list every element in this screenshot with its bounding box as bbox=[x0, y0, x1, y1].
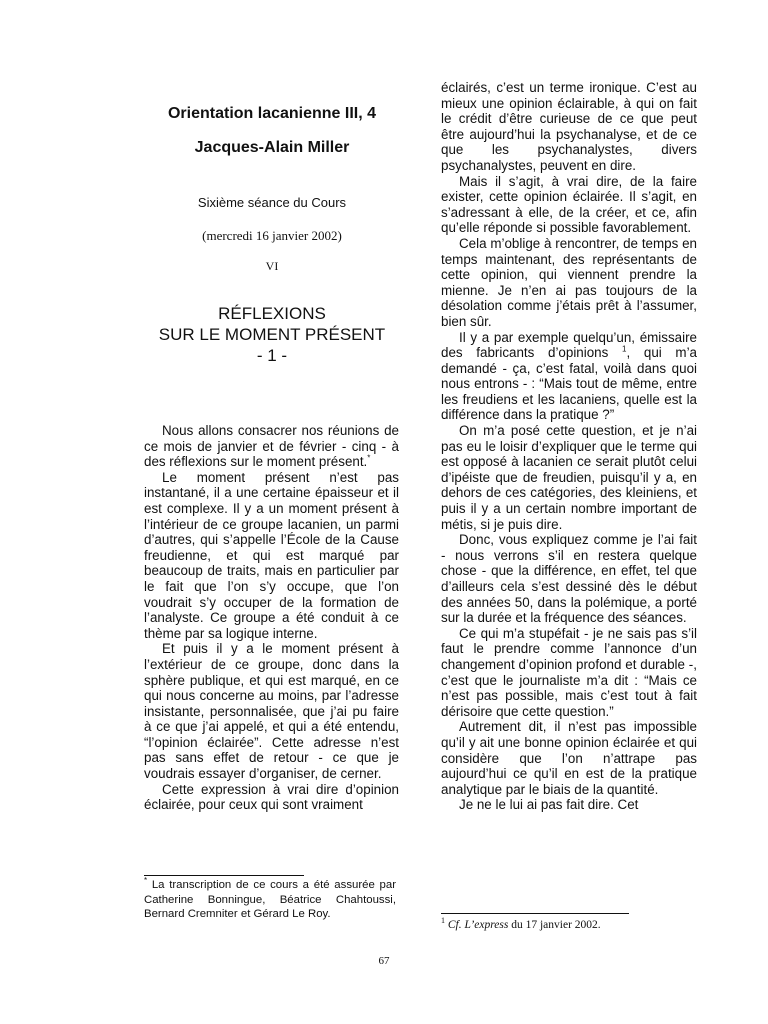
paragraph: Ce qui m’a stupéfait - je ne sais pas s’il faut le prendre comme l’annonce d’un changement d’opinion profond et durable -, c’est que le journaliste m’a dit : “Mais ce n’est pas possible, mais c’est tout à fait dérisoire que cette question.” bbox=[441, 625, 697, 719]
course-title: Orientation lacanienne III, 4 bbox=[167, 105, 377, 122]
left-column-body bbox=[144, 423, 399, 813]
footnote-right: $^1$ Cf. L’express du 17 janvier 2002. bbox=[441, 916, 601, 931]
heading-line-3: - 1 - bbox=[256, 346, 288, 365]
session-date: (mercredi 16 janvier 2002) bbox=[202, 228, 342, 243]
paragraph: Le moment présent n’est pas instantané, il a une certaine épaisseur et il est complexe. Il y a un moment présent à l’intérieur de ce groupe lacanien, un parmi d’autres, qui s’appelle l’École de la Cause freudienne, et qui est marqué par beaucoup de traits, mais en particulier par le fait que l’on s’y occupe, que l’on voudrait s’y occuper de la formation de l’analyste. Ce groupe a été conduit à ce thème par sa logique interne. bbox=[144, 469, 399, 641]
footnote-divider bbox=[144, 875, 304, 876]
footnote-marker: 1 bbox=[622, 344, 627, 354]
paragraph: On m’a posé cette question, et je n’ai pas eu le loisir d’expliquer que le terme qui est opposé à lacanien ce serait plutôt celui d’ipéiste que de freudien, puisqu’il y a, en dehors de ces catégories, des kleiniens, et puis il y a un certain nombre important de métis, si je puis dire. bbox=[441, 423, 697, 532]
paragraph: éclairés, c’est un terme ironique. C’est au mieux une opinion éclairable, à qui on fait le crédit d’être curieuse de ce que peut être aujourd’hui la psychanalyse, et de ce que les psychanalystes, divers psychanalystes, peuvent en dire. bbox=[441, 80, 697, 173]
paragraph: Nous allons consacrer nos réunions de ce mois de janvier et de février - cinq - à des réflexions sur le moment présent.* bbox=[144, 423, 399, 470]
paragraph: Et puis il y a le moment présent à l’extérieur de ce groupe, donc dans la sphère publique, et qui est marqué, en ce qui nous concerne au moins, par l’adresse insistante, personnalisée, que j’ai pu faire à ce que j’ai appelé, et qui a été entendu, “l’opinion éclairée”. Cette adresse n’est pas sans effet de retour - ce que je voudrais essayer d’organiser, de cerner. bbox=[144, 641, 399, 782]
session-label: Sixième séance du Cours bbox=[197, 195, 347, 210]
paragraph: Cette expression à vrai dire d’opinion éclairée, pour ceux qui sont vraiment bbox=[144, 781, 399, 813]
right-column-body bbox=[441, 80, 697, 813]
author-name: Jacques-Alain Miller bbox=[194, 139, 350, 156]
paragraph: Mais il s’agit, à vrai dire, de la faire exister, cette opinion éclairée. Il s’agit, en s’adressant à elle, de la créer, et ce, afin qu’elle réponde si possible favorablement. bbox=[441, 173, 697, 236]
section-heading bbox=[144, 303, 400, 366]
paragraph: Il y a par exemple quelqu’un, émissaire des fabricants d’opinions $^1$, qui m’a demandé - ça, c’est fatal, voilà dans quoi nous entrons - : “Mais tout de même, entre les freudiens et les lacaniens, quelle est la différence dans la pratique ?” bbox=[441, 329, 698, 423]
page-number: 67 bbox=[378, 955, 390, 967]
paragraph: Je ne le lui ai pas fait dire. Cet bbox=[459, 797, 639, 813]
footnote-left: * La transcription de ce cours a été assurée par Catherine Bonningue, Béatrice Chahtoussi, Bernard Cremniter et Gérard Le Roy. bbox=[144, 876, 396, 921]
session-roman-numeral: VI bbox=[265, 259, 279, 273]
paragraph: Donc, vous expliquez comme je l’ai fait - nous verrons s’il en restera quelque chose - que la différence, en effet, tel que d’ailleurs cela s’est dessiné dès le début des années 50, dans la polémique, a porté sur la durée et la fréquence des séances. bbox=[441, 532, 697, 626]
footnote-marker: * bbox=[367, 453, 371, 463]
footnote-marker: 1 bbox=[441, 916, 445, 926]
footnote-divider bbox=[441, 913, 629, 914]
paragraph: Cela m’oblige à rencontrer, de temps en temps maintenant, des représentants de cette opinion, qui viennent prendre la mienne. Je n’en ai pas toujours de la désolation comme j’étais prêt à l’assumer, bien sûr. bbox=[441, 235, 697, 329]
heading-line-1: RÉFLEXIONS bbox=[218, 304, 326, 323]
heading-line-2: SUR LE MOMENT PRÉSENT bbox=[158, 325, 386, 344]
footnote-marker: * bbox=[144, 876, 148, 886]
paragraph: Autrement dit, il n’est pas impossible qu’il y ait une bonne opinion éclairée et qui considère que l’on n’attrape pas aujourd’hui ce qu’il en est de la pratique analytique par le biais de la quantité. bbox=[441, 719, 697, 797]
